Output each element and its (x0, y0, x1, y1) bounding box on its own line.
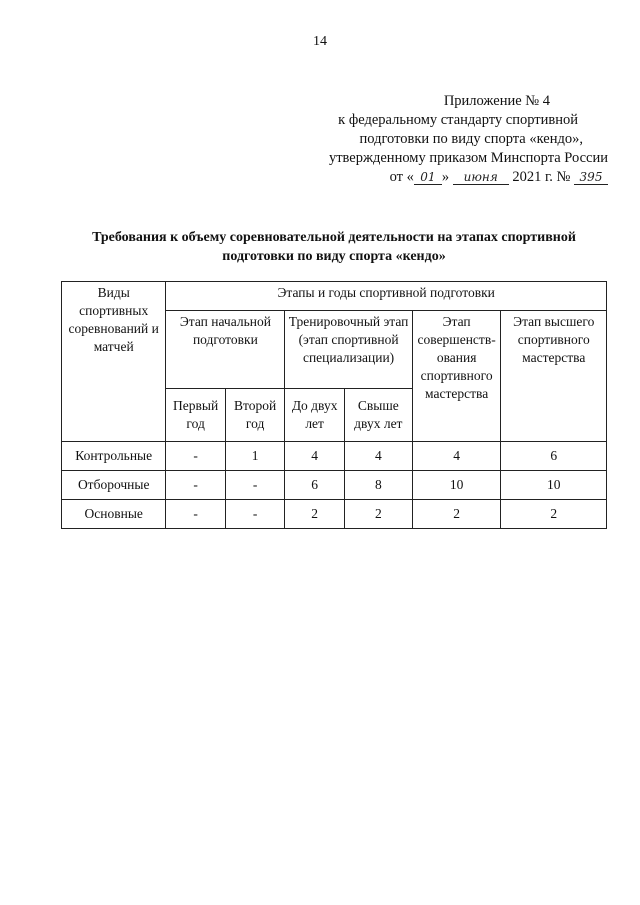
table-cell: 10 (412, 471, 501, 500)
year-second: Второй год (225, 389, 285, 442)
stage-training: Тренировочный этап (этап спортивной специализации) (285, 311, 412, 389)
appendix-line-4: утвержденному приказом Минспорта России (328, 150, 608, 166)
date-mid: » (441, 169, 450, 185)
table-row (62, 471, 607, 500)
table-cell: 2 (285, 500, 345, 529)
table-header-row (62, 282, 607, 311)
table-cell: 4 (285, 442, 345, 471)
handwritten-day: 01 (414, 170, 442, 185)
year-up-to-two: До двух лет (285, 389, 345, 442)
table-cell: 2 (501, 500, 607, 529)
appendix-line-2: к федеральному стандарту спортивной (338, 112, 578, 128)
table-cell: - (166, 500, 226, 529)
title-line-2: подготовки по виду спорта «кендо» (222, 249, 446, 264)
row-label: Контрольные (62, 442, 166, 471)
year-over-two: Свыше двух лет (344, 389, 412, 442)
table-cell: - (225, 500, 285, 529)
date-year: 2021 г. № (512, 169, 571, 185)
table-cell: 4 (344, 442, 412, 471)
date-prefix: от « (389, 169, 414, 185)
year-first: Первый год (166, 389, 226, 442)
table-cell: 1 (225, 442, 285, 471)
appendix-date-line (288, 168, 608, 187)
appendix-header (288, 92, 608, 187)
table-cell: 6 (285, 471, 345, 500)
title-line-1: Требования к объему соревновательной деятельности на этапах спортивной (92, 230, 576, 245)
table-cell: 2 (344, 500, 412, 529)
stage-higher-mastery: Этап высшего спортивного мастерства (501, 311, 607, 442)
document-title (60, 228, 608, 266)
appendix-title: Приложение № 4 (443, 93, 550, 109)
table-cell: 4 (412, 442, 501, 471)
page-number: 14 (313, 34, 327, 49)
table-cell: 6 (501, 442, 607, 471)
competition-type-header: Виды спортивных соревнований и матчей (62, 282, 166, 442)
row-label: Отборочные (62, 471, 166, 500)
table-cell: 8 (344, 471, 412, 500)
table-row (62, 442, 607, 471)
table-cell: - (166, 471, 226, 500)
stages-header: Этапы и годы спортивной подготовки (166, 282, 607, 311)
table-row (62, 500, 607, 529)
handwritten-month: июня (453, 170, 509, 185)
requirements-table (61, 281, 607, 529)
stage-initial: Этап начальной подготовки (166, 311, 285, 389)
table-cell: 10 (501, 471, 607, 500)
row-label: Основные (62, 500, 166, 529)
table-cell: - (225, 471, 285, 500)
handwritten-order-number: 395 (574, 170, 608, 185)
table-cell: 2 (412, 500, 501, 529)
table-cell: - (166, 442, 226, 471)
stage-improvement: Этап совершенств-ования спортивного мастерства (412, 311, 501, 442)
appendix-line-3: подготовки по виду спорта «кендо», (359, 131, 583, 147)
